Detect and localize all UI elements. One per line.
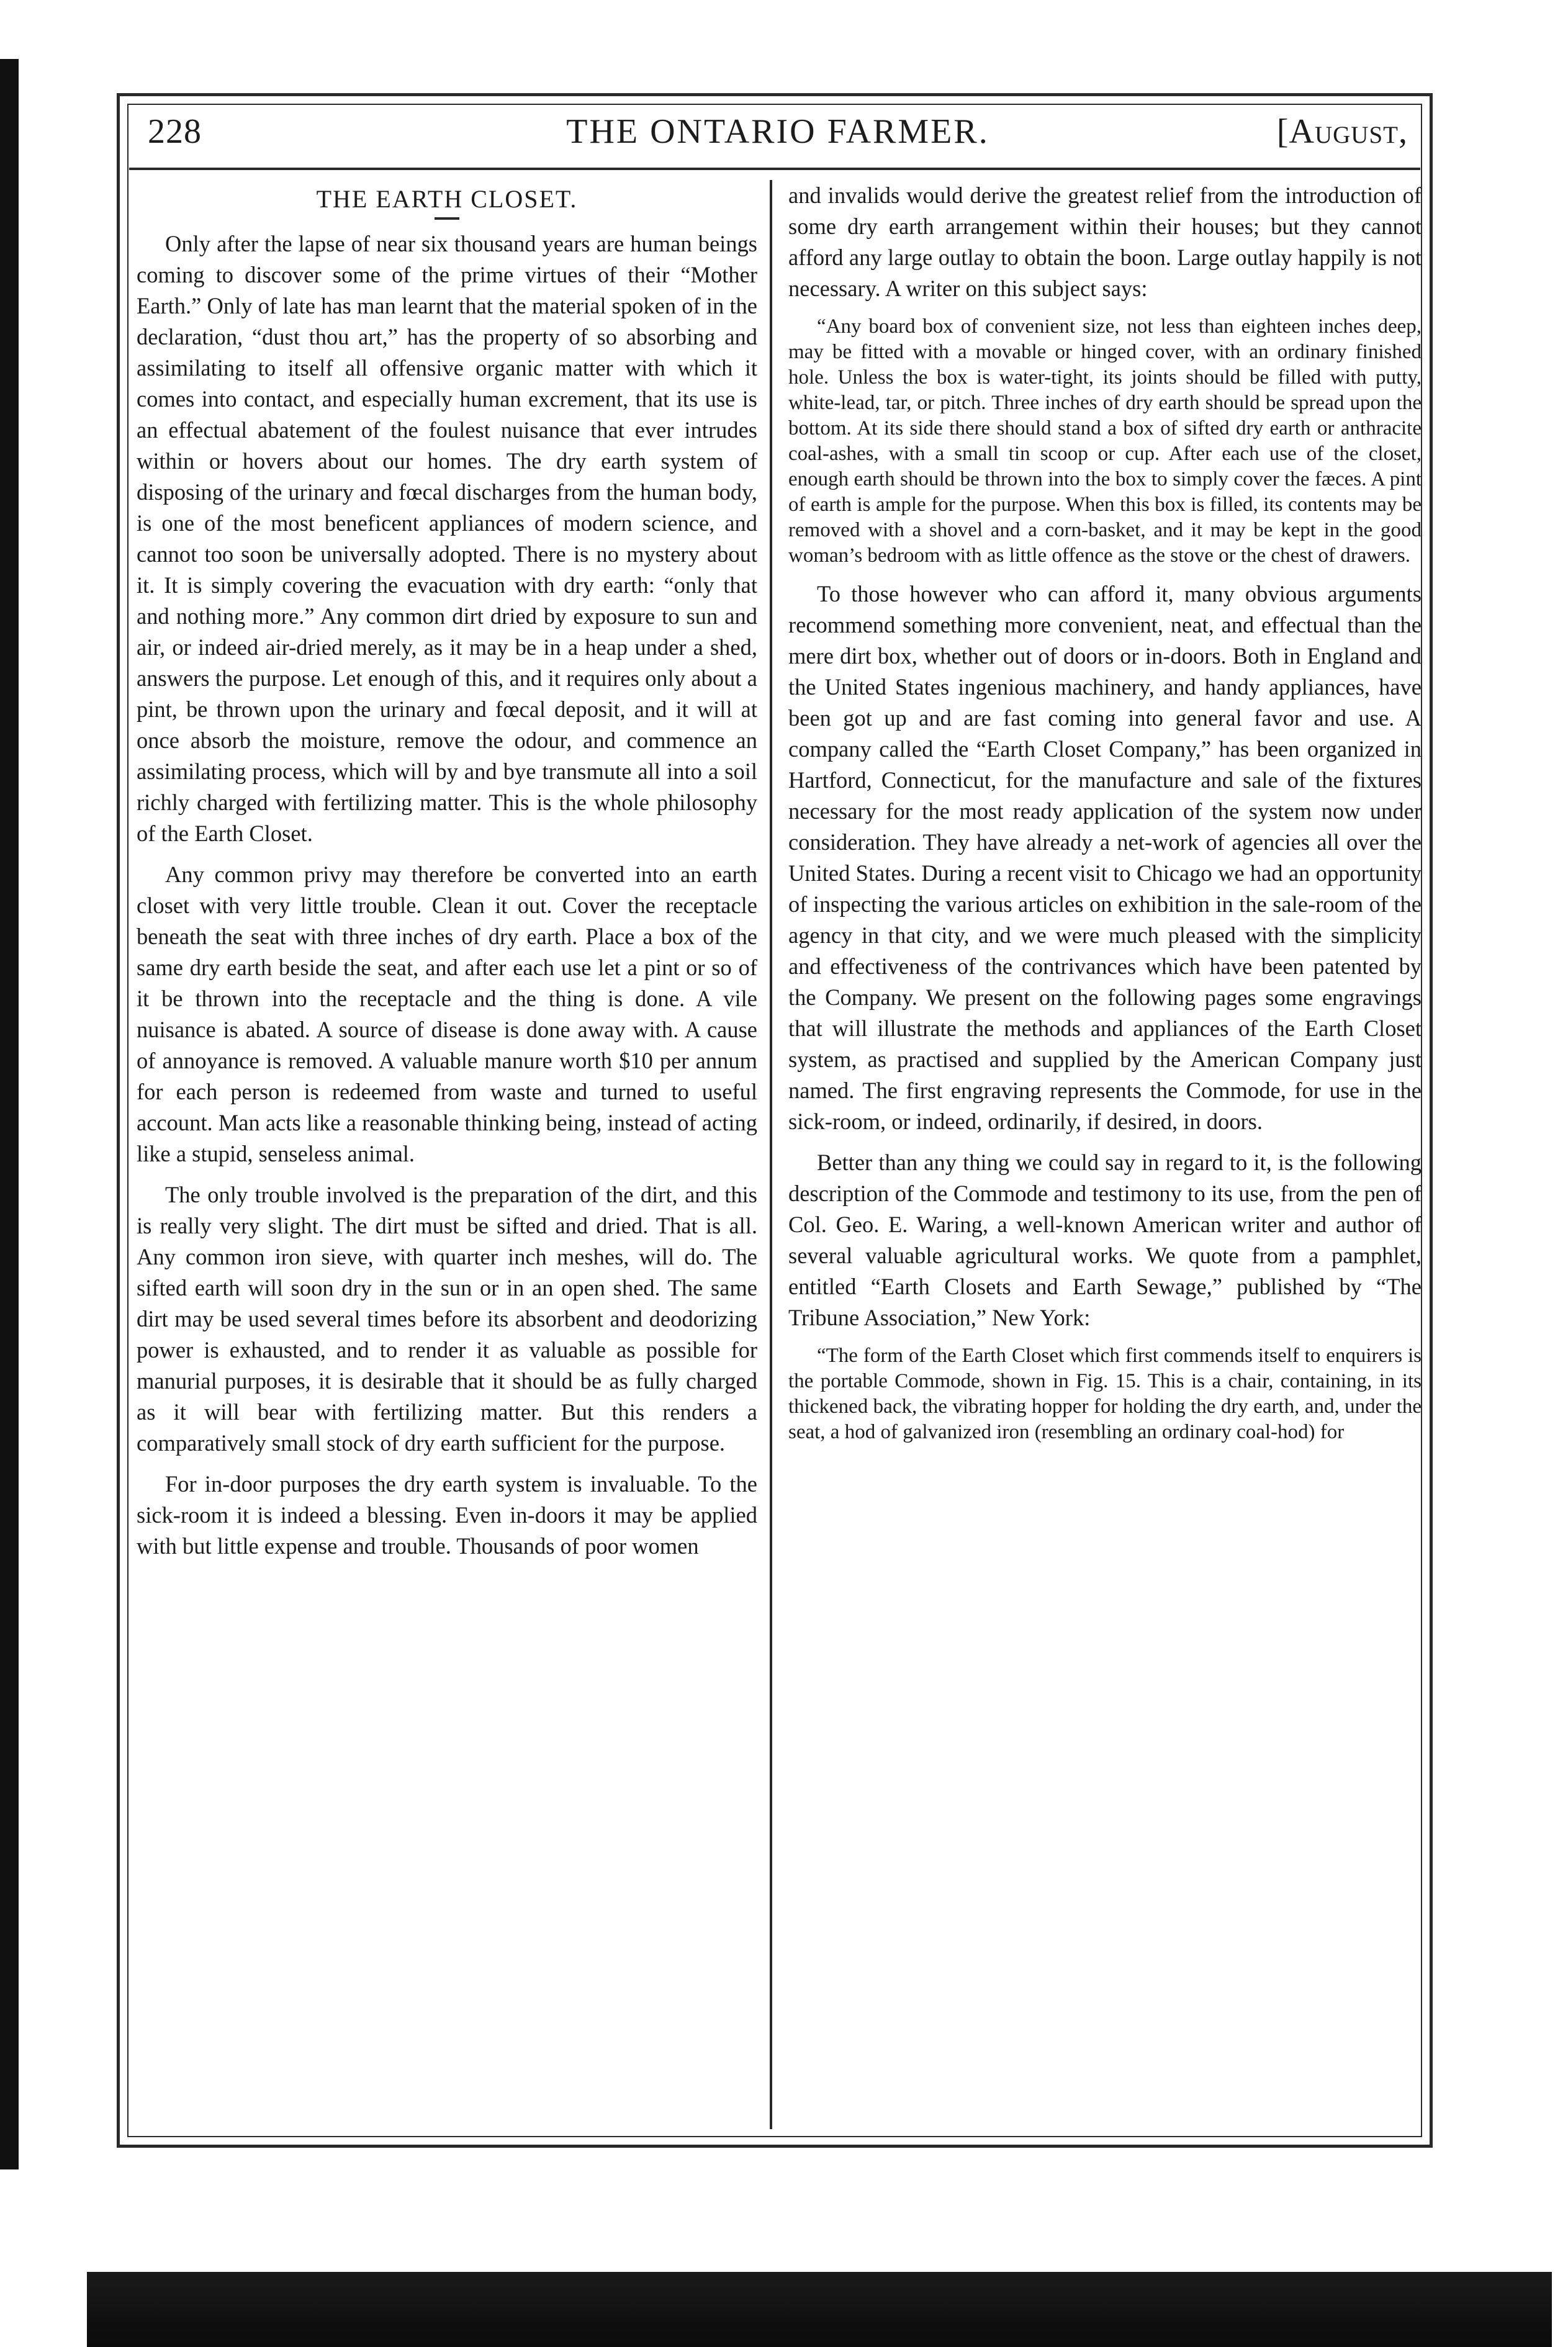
- issue-month: [August,: [1276, 112, 1408, 151]
- publication-title: THE ONTARIO FARMER.: [566, 112, 989, 151]
- paragraph: and invalids would derive the greatest relief from the introduction of some dry earth arrangement within their houses; but they cannot afford any large outlay to obtain the boon. Large outlay happily is not necessary. A writer on this subject says:: [788, 182, 1422, 301]
- header-rule: [129, 168, 1420, 170]
- paragraph: Any common privy may therefore be converted into an earth closet with very little trouble. Clean it out. Cover the receptacle beneath the seat with three inches of dry earth. Place a box of the same dry earth beside the seat, and after each use let a pint or so of it be thrown into the receptacle and the thing is done. A vile nuisance is abated. A source of disease is done away with. A cause of annoyance is removed. A valuable manure worth $10 per annum for each person is redeemed from waste and turned to useful account. Man acts like a reasonable thinking being, instead of acting like a stupid, senseless animal.: [137, 862, 757, 1166]
- running-header: [142, 106, 1414, 161]
- article-title: THE EARTH CLOSET.: [316, 185, 578, 213]
- paragraph: To those however who can afford it, many obvious arguments recommend something more convenient, neat, and effectual than the mere dirt box, whether out of doors or in-doors. Both in England and the United States ingenious machinery, and handy appliances, have been got up and are fast coming into general favor and use. A company called the “Earth Closet Company,” has been organized in Hartford, Connecticut, for the manufacture and sale of the fixtures necessary for the most ready application of the system now under consideration. They have already a net-work of agencies all over the United States. During a recent visit to Chicago we had an opportunity of inspecting the various articles on exhibition in the sale-room of the agency in that city, and we were much pleased with the simplicity and effectiveness of the contrivances which have been patented by the Company. We present on the following pages some engravings that will illustrate the methods and appliances of the Earth Closet system, as practised and supplied by the American Company just named. The first engraving represents the Commode, for use in the sick-room, or indeed, ordinarily, if desired, in doors.: [788, 581, 1422, 1134]
- block-quote: “Any board box of convenient size, not less than eighteen inches deep, may be fitted with a movable or hinged cover, with an ordinary finished hole. Unless the box is water-tight, its joints should be filled with putty, white-lead, tar, or pitch. Three inches of dry earth should be spread upon the bottom. At its side there should stand a box of sifted dry earth or anthracite coal-ashes, with a small tin scoop or cup. After each use of the closet, enough earth should be thrown into the box to simply cover the fæces. A pint of earth is ample for the purpose. When this box is filled, its contents may be removed with a shovel and a corn-basket, and it may be kept in the good woman’s bedroom with as little offence as the stove or the chest of drawers.: [788, 315, 1422, 567]
- paragraph: Only after the lapse of near six thousand years are human beings coming to discover some of the prime virtues of their “Mother Earth.” Only of late has man learnt that the material spoken of in the declaration, “dust thou art,” has the property of so absorbing and assimilating to itself all offensive organic matter with which it comes into contact, and especially human excrement, that its use is an effectual abatement of the foulest nuisance that ever intrudes within or hovers about our homes. The dry earth system of disposing of the urinary and fœcal discharges from the human body, is one of the most beneficent appliances of modern science, and cannot too soon be universally adopted. There is no mystery about it. It is simply covering the evacuation with dry earth: “only that and nothing more.” Any common dirt dried by exposure to sun and air, or indeed air-dried merely, as it may be in a heap under a shed, answers the purpose. Let enough of this, and it requires only about a pint, be thrown upon the urinary and fœcal deposit, and it will at once absorb the moisture, remove the odour, and commence an assimilating process, which will by and bye transmute all into a soil richly charged with fertilizing matter. This is the whole philosophy of the Earth Closet.: [137, 231, 757, 846]
- column-divider: [770, 180, 772, 2129]
- left-column: [137, 180, 757, 1572]
- paragraph: Better than any thing we could say in regard to it, is the following description of the Commode and testimony to its use, from the pen of Col. Geo. E. Waring, a well-known American writer and author of several valuable agricultural works. We quote from a pamphlet, entitled “Earth Closets and Earth Sewage,” published by “The Tribune Association,” New York:: [788, 1150, 1422, 1330]
- paragraph: For in-door purposes the dry earth system is invaluable. To the sick-room it is indeed a blessing. Even in-doors it may be applied with but little expense and trouble. Thousands of poor women: [137, 1471, 757, 1559]
- scan-edge-left: [0, 59, 19, 2169]
- block-quote: “The form of the Earth Closet which first commends itself to enquirers is the portable Commode, shown in Fig. 15. This is a chair, containing, in its thickened back, the vibrating hopper for holding the dry earth, and, under the seat, a hod of galvanized iron (resembling an ordinary coal-hod) for: [788, 1345, 1422, 1443]
- right-column: [788, 180, 1422, 1455]
- scan-edge-bottom: [87, 2272, 1552, 2347]
- page-number: 228: [148, 112, 202, 151]
- title-dash: [435, 217, 459, 220]
- paragraph: The only trouble involved is the preparation of the dirt, and this is really very slight. The dirt must be sifted and dried. That is all. Any common iron sieve, with quarter inch meshes, will do. The sifted earth will soon dry in the sun or in an open shed. The same dirt may be used several times before its absorbent and deodorizing power is exhausted, and to render it as valuable as possible for manurial purposes, it is desirable that it should be as fully charged as it will bear with fertilizing matter. But this renders a comparatively small stock of dry earth sufficient for the purpose.: [137, 1182, 757, 1456]
